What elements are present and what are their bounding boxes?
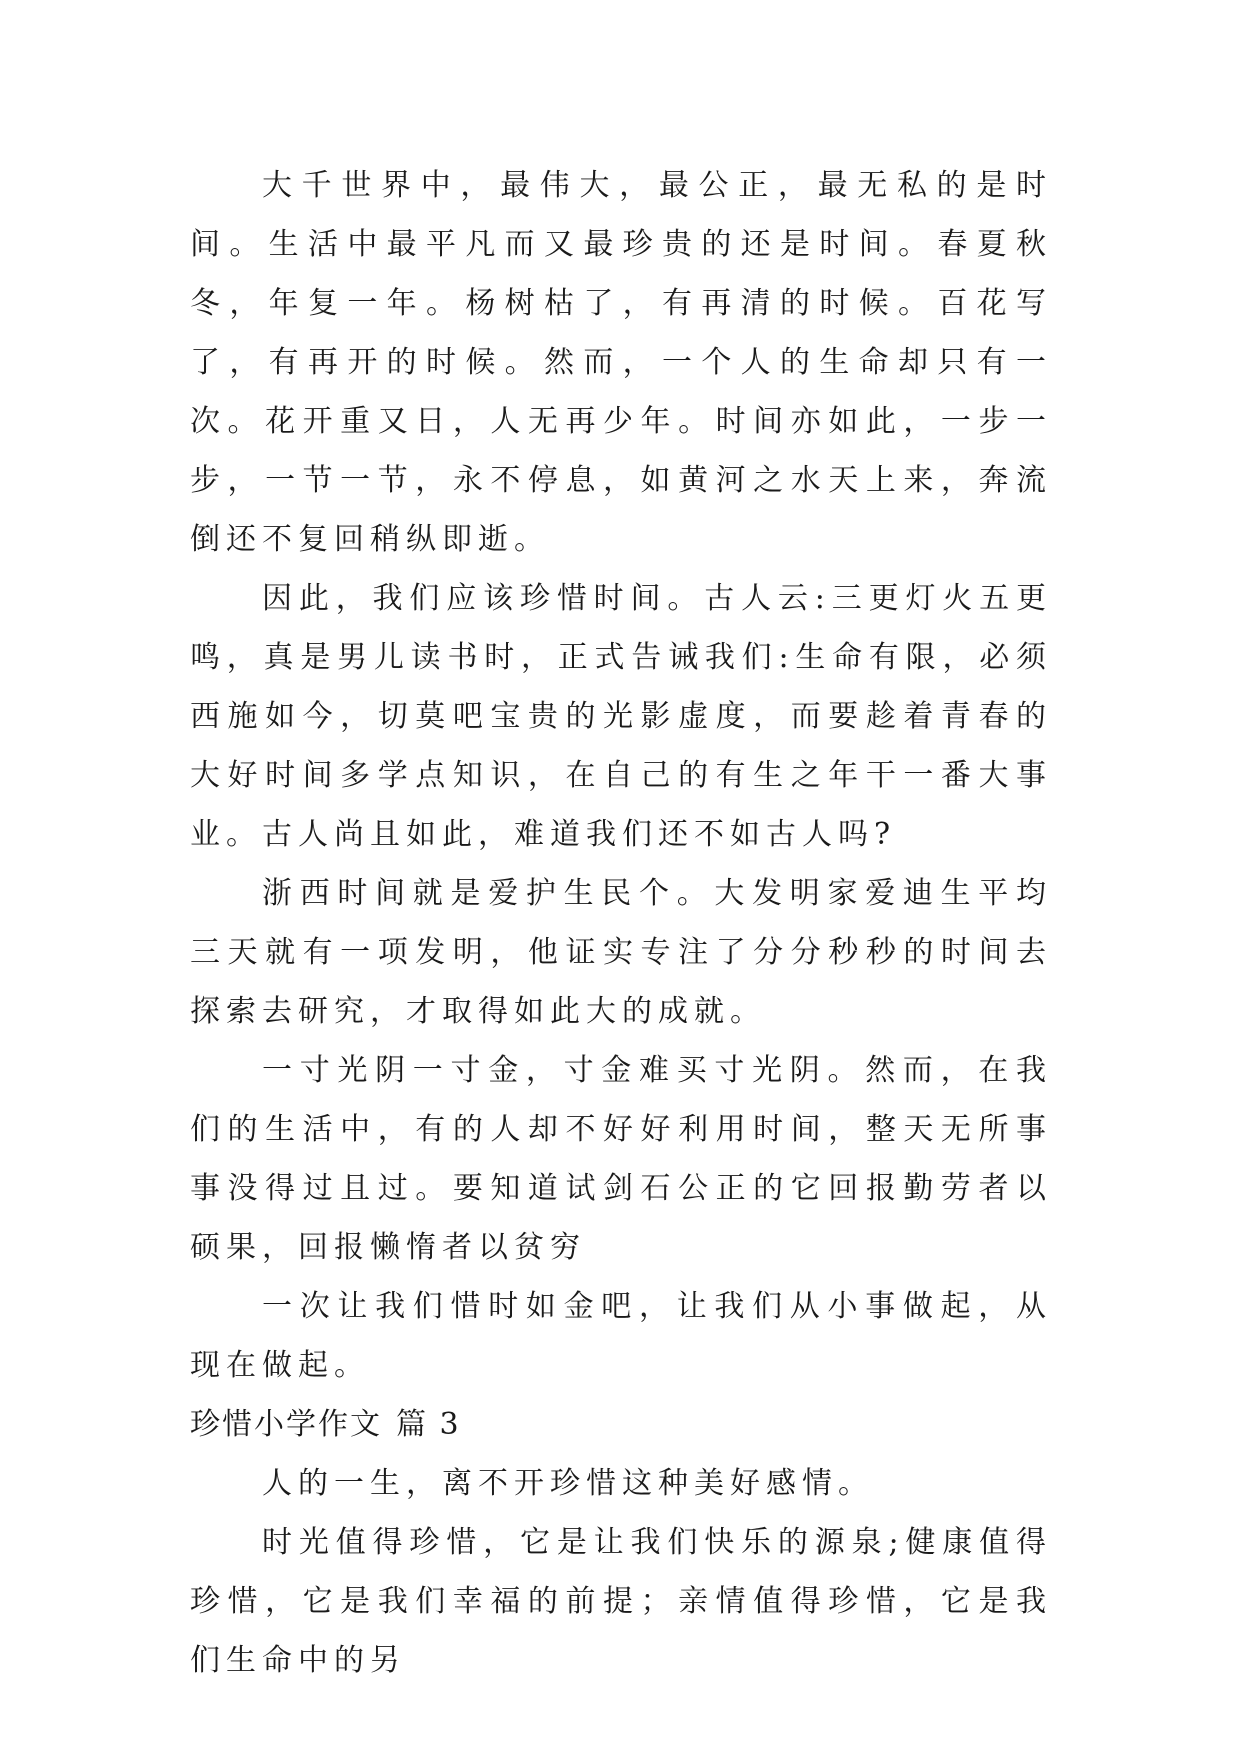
paragraph-2: 因此，我们应该珍惜时间。古人云:三更灯火五更鸣，真是男儿读书时，正式告诫我们:生命有限，必须西施如今，切莫吧宝贵的光影虚度，而要趁着青春的大好时间多学点知识，在自己的有生之年干一番大事业。古人尚且如此，难道我们还不如古人吗? [190,581,1052,852]
section-heading-title: 珍惜小学作文 [190,1407,382,1442]
paragraph-6: 人的一生，离不开珍惜这种美好感情。 [262,1466,874,1501]
paragraph-7: 时光值得珍惜，它是让我们快乐的源泉;健康值得珍惜，它是我们幸福的前提；亲情值得珍惜，它是我们生命中的另 [190,1525,1052,1678]
paragraph-4: 一寸光阴一寸金，寸金难买寸光阴。然而，在我们的生活中，有的人却不好好利用时间，整天无所事事没得过且过。要知道试剑石公正的它回报勤劳者以硕果，回报懒惰者以贫穷 [190,1053,1052,1265]
section-heading [190,1395,1052,1454]
section-heading-part: 篇 3 [396,1407,461,1442]
paragraph-1: 大千世界中，最伟大，最公正，最无私的是时间。生活中最平凡而又最珍贵的还是时间。春夏秋冬，年复一年。杨树枯了，有再清的时候。百花写了，有再开的时候。然而，一个人的生命却只有一次。花开重又日，人无再少年。时间亦如此，一步一步，一节一节，永不停息，如黄河之水天上来，奔流倒还不复回稍纵即逝。 [190,168,1052,557]
paragraph-5: 一次让我们惜时如金吧，让我们从小事做起，从现在做起。 [190,1289,1052,1383]
document-body [190,156,1052,1690]
paragraph-3: 浙西时间就是爱护生民个。大发明家爱迪生平均三天就有一项发明，他证实专注了分分秒秒的时间去探索去研究，才取得如此大的成就。 [190,876,1052,1029]
